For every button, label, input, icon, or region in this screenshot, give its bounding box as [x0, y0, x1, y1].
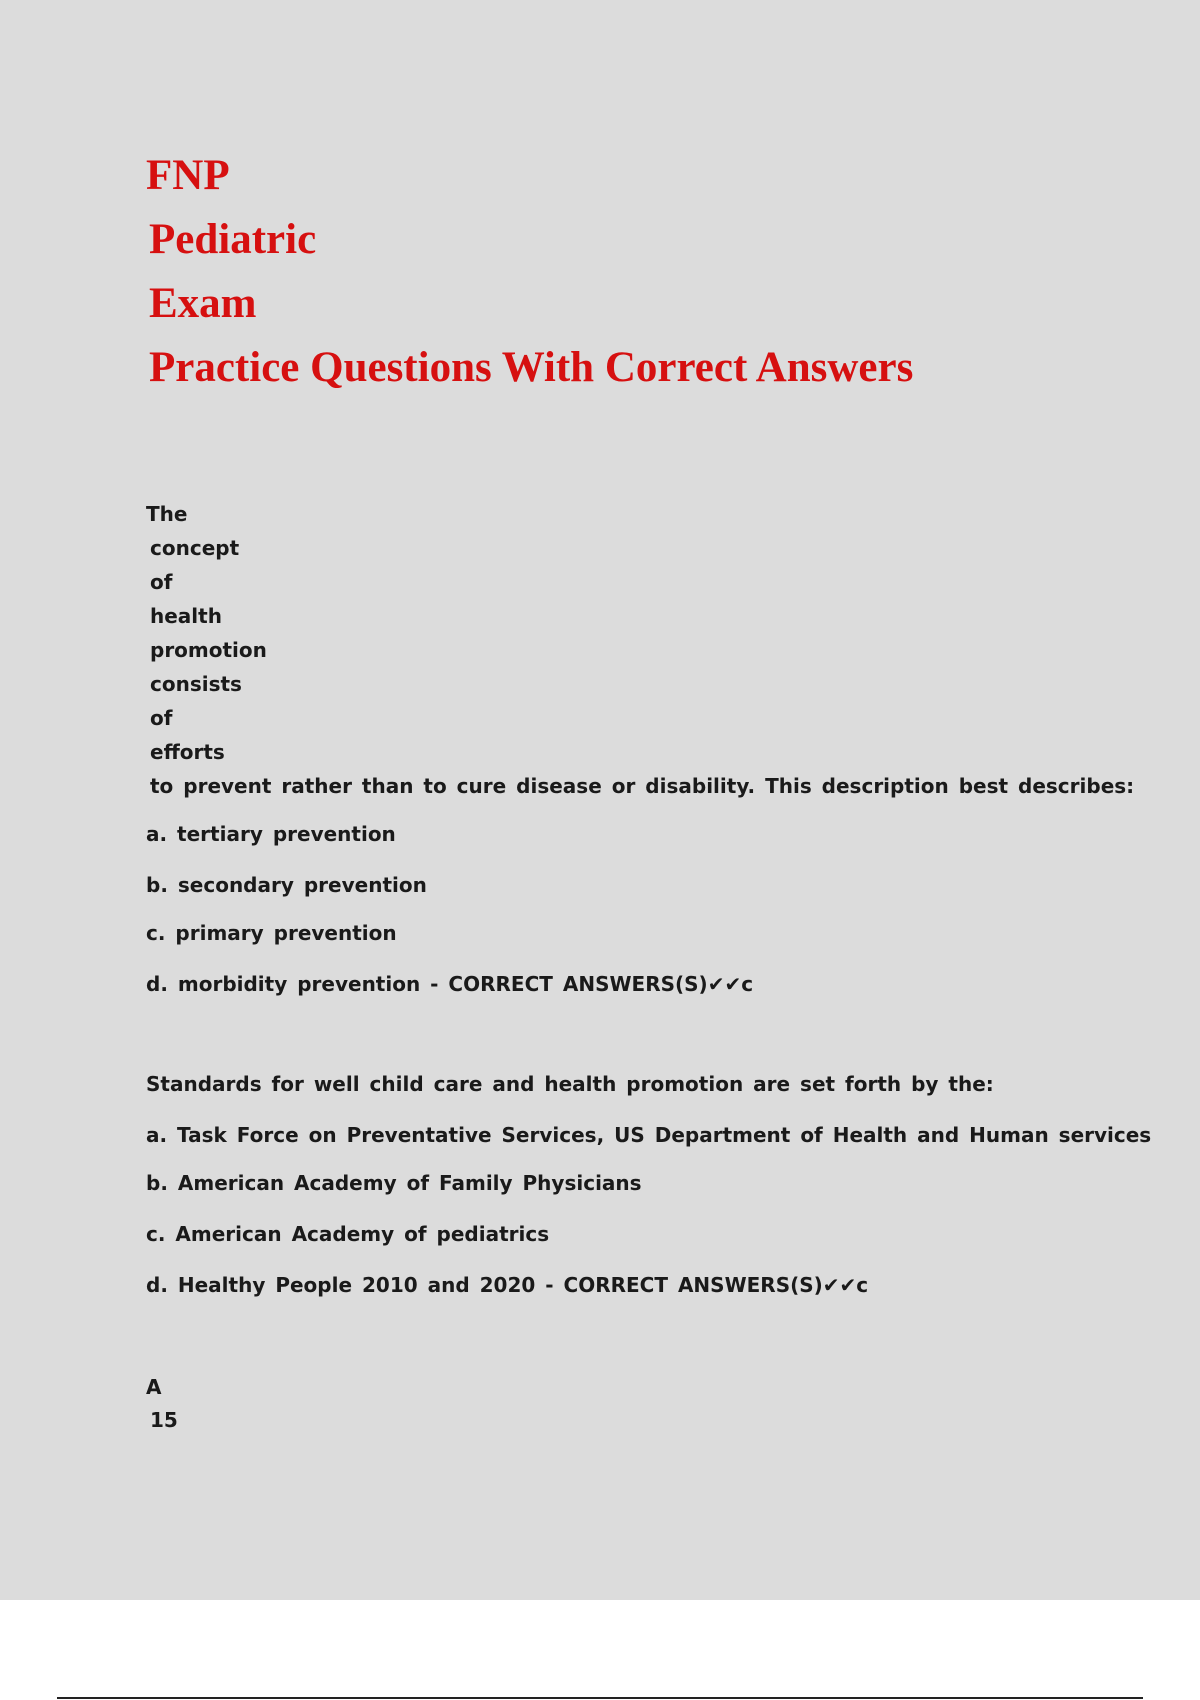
- question-3-stem: [146, 1371, 178, 1437]
- title-line: FNP: [146, 152, 230, 199]
- title-line: Pediatric: [149, 216, 317, 263]
- title-line: Exam: [149, 280, 257, 327]
- question-2-option-b: b. American Academy of Family Physicians: [146, 1171, 642, 1195]
- question-1-option-b: b. secondary prevention: [146, 873, 427, 897]
- title-line: Practice Questions With Correct Answers: [149, 344, 914, 391]
- question-1-option-d: d. morbidity prevention - CORRECT ANSWERS(S)✔✔c: [146, 972, 754, 996]
- stem-word: A: [146, 1375, 162, 1399]
- question-1-option-c: c. primary prevention: [146, 921, 397, 945]
- question-2-option-a: a. Task Force on Preventative Services, US Department of Health and Human services: [146, 1123, 1152, 1147]
- question-2-option-d: d. Healthy People 2010 and 2020 - CORRECT ANSWERS(S)✔✔c: [146, 1273, 869, 1297]
- stem-word: The: [146, 502, 188, 526]
- stem-word: efforts: [150, 740, 225, 764]
- stem-word: promotion: [150, 638, 267, 662]
- stem-word: of: [150, 570, 173, 594]
- stem-tail: to prevent rather than to cure disease or disability. This description best describes:: [150, 774, 1135, 798]
- document-title: [146, 144, 913, 400]
- question-2-stem: Standards for well child care and health promotion are set forth by the:: [146, 1072, 994, 1096]
- stem-word: of: [150, 706, 173, 730]
- stem-word: 15: [150, 1408, 178, 1432]
- footer-divider: [57, 1697, 1143, 1699]
- stem-word: consists: [150, 672, 242, 696]
- question-1-stem: [146, 497, 1134, 803]
- stem-word: concept: [150, 536, 240, 560]
- question-1-option-a: a. tertiary prevention: [146, 822, 396, 846]
- question-2-option-c: c. American Academy of pediatrics: [146, 1222, 550, 1246]
- stem-word: health: [150, 604, 222, 628]
